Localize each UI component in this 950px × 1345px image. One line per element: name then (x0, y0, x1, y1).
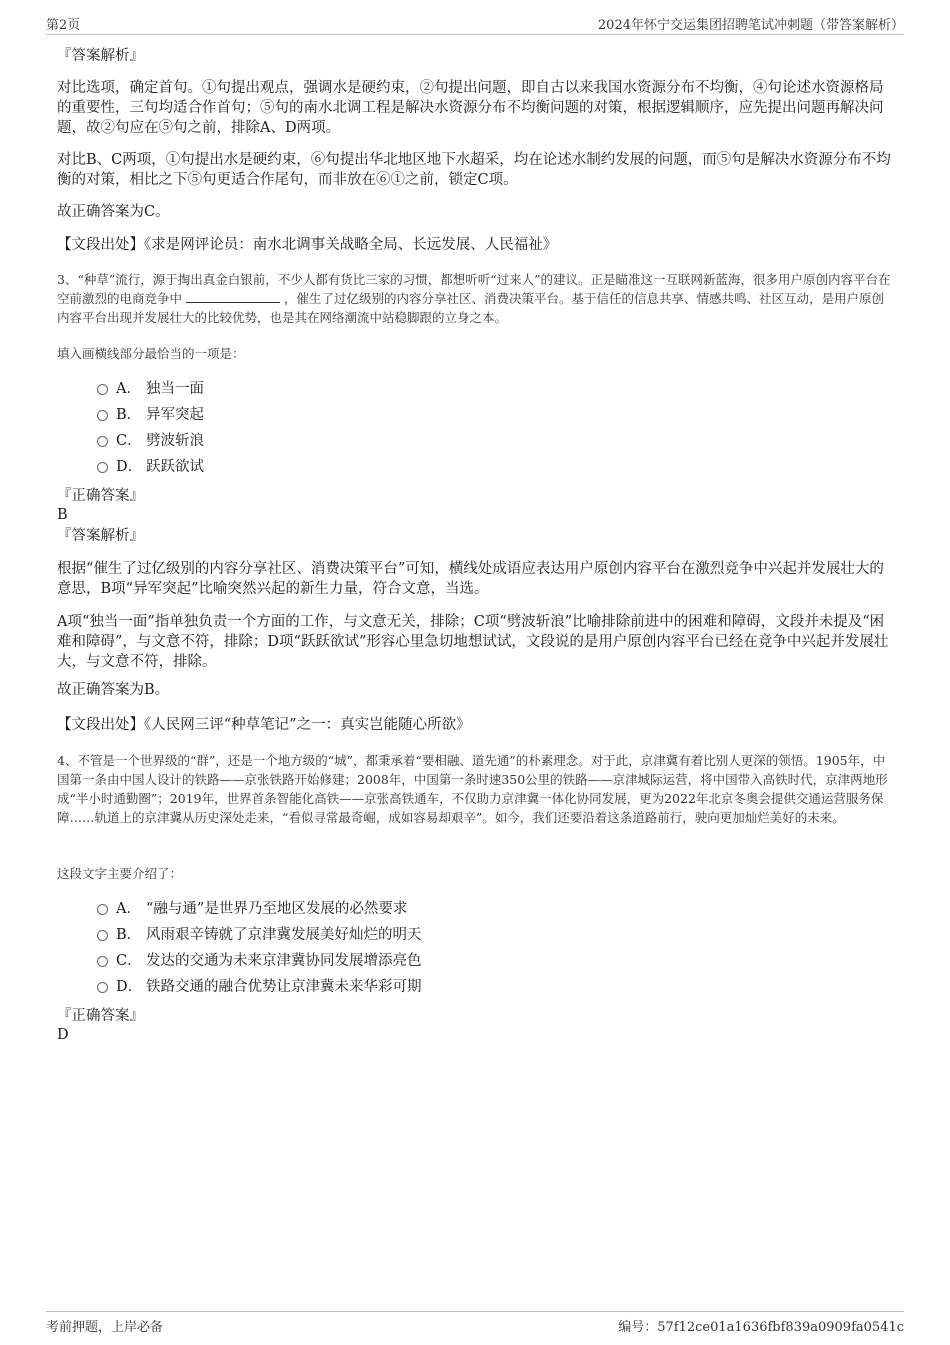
q2-analysis-para-2: 对比B、C两项，①句提出水是硬约束，⑥句提出华北地区地下水超采，均在论述水制约发展的问题，而⑤句是解决水资源分布不均衡的对策，相比之下⑤句更适合作尾句，而非放在⑥①之前，锁定C项。 (57, 152, 891, 188)
q2-source: 【文段出处】《求是网评论员：南水北调事关战略全局、长远发展、人民福祉》 (57, 237, 558, 253)
q4-stem: 4、不管是一个世界级的“群”，还是一个地方级的“城”，都秉承着“要相融、道先通”的朴素理念。对于此，京津冀有着比别人更深的领悟。1905年，中国第一条由中国人设计的铁路——京张铁路开始修建；2008年，中国第一条时速350公里的铁路——京津城际运营，将中国带入高铁时代，京津两地形成“半小时通勤圈”；2019年，世界首条智能化高铁——京张高铁通车，不仅助力京津冀一体化协同发展，更为2022年北京冬奥会提供交通运营服务保障……轨道上的京津冀从历史深处走来，“看似寻常最奇崛，成如容易却艰辛”。如今，我们还要沿着这条道路前行，驶向更加灿烂美好的未来。 (57, 753, 888, 825)
radio-icon[interactable] (97, 410, 108, 421)
page-header (46, 12, 904, 35)
q2-analysis-para-1: 对比选项，确定首句。①句提出观点，强调水是硬约束，②句提出问题，即自古以来我国水资源分布不均衡，④句论述水资源格局的重要性，三句均适合作首句；⑤句的南水北调工程是解决水资源分布不均衡问题的对策，根据逻辑顺序，应先提出问题再解决问题，故②句应在⑤句之前，排除A、D两项。 (57, 80, 884, 136)
q2-analysis-label: 『答案解析』 (57, 48, 144, 64)
q3-option-a[interactable]: A． 独当一面 (97, 379, 204, 399)
radio-icon[interactable] (97, 930, 108, 941)
radio-icon[interactable] (97, 982, 108, 993)
radio-icon[interactable] (97, 384, 108, 395)
q3-option-d[interactable]: D． 跃跃欲试 (97, 457, 204, 477)
document-serial: 编号：57f12ce01a1636fbf839a0909fa0541c (618, 1320, 904, 1335)
q3-blank (186, 290, 280, 303)
q3-option-b[interactable]: B． 异军突起 (97, 405, 204, 425)
q3-stem-part-2: ，催生了过亿级别的内容分享社区、消费决策平台。基于信任的信息共享、情感共鸣、社区互动，是用户原创内容平台出现并发展壮大的比较优势，也是其在网络潮流中站稳脚跟的立身之本。 (57, 291, 884, 325)
q3-prompt: 填入画横线部分最恰当的一项是： (57, 346, 245, 361)
q3-analysis-para-1: 根据“催生了过亿级别的内容分享社区、消费决策平台”可知，横线处成语应表达用户原创内容平台在激烈竞争中兴起并发展壮大的意思，B项“异军突起”比喻突然兴起的新生力量，符合文意，当选。 (57, 561, 884, 597)
q3-option-c[interactable]: C． 劈波斩浪 (97, 431, 204, 451)
page-footer (46, 1311, 904, 1334)
radio-icon[interactable] (97, 956, 108, 967)
q3-stem (57, 270, 892, 327)
q4-prompt: 这段文字主要介绍了： (57, 866, 183, 881)
page-number: 第2页 (46, 18, 81, 33)
radio-icon[interactable] (97, 462, 108, 473)
q3-source: 【文段出处】《人民网三评“种草笔记”之一：真实岂能随心所欲》 (57, 717, 471, 733)
q4-correct-label: 『正确答案』 (57, 1008, 144, 1024)
q3-correct-answer: B (57, 507, 68, 523)
q4-option-c[interactable]: C． 发达的交通为未来京津冀协同发展增添亮色 (97, 951, 422, 971)
q4-option-a[interactable]: A． “融与通”是世界乃至地区发展的必然要求 (97, 899, 407, 919)
q4-correct-answer: D (57, 1027, 69, 1043)
q3-analysis-para-2: A项“独当一面”指单独负责一个方面的工作，与文意无关，排除；C项“劈波斩浪”比喻排除前进中的困难和障碍，文段并未提及“困难和障碍”，与文意不符，排除；D项“跃跃欲试”形容心里急切地想试试，文段说的是用户原创内容平台已经在竞争中兴起并发展壮大，与文意不符，排除。 (57, 614, 889, 670)
footer-slogan: 考前押题，上岸必备 (46, 1320, 164, 1335)
q2-conclusion: 故正确答案为C。 (57, 204, 170, 220)
q3-correct-label: 『正确答案』 (57, 488, 144, 504)
q4-option-d[interactable]: D． 铁路交通的融合优势让京津冀未来华彩可期 (97, 977, 422, 997)
q3-analysis-label: 『答案解析』 (57, 528, 144, 544)
radio-icon[interactable] (97, 436, 108, 447)
document-title: 2024年怀宁交运集团招聘笔试冲刺题（带答案解析） (597, 18, 904, 33)
q4-option-b[interactable]: B． 风雨艰辛铸就了京津冀发展美好灿烂的明天 (97, 925, 422, 945)
q3-conclusion: 故正确答案为B。 (57, 682, 170, 698)
radio-icon[interactable] (97, 904, 108, 915)
q3-stem-part-1: 3、“种草”流行，源于掏出真金白银前，不少人都有货比三家的习惯，都想听听“过来人”的建议。正是瞄准这一互联网新蓝海，很多用户原创内容平台在空前激烈的电商竞争中 (57, 272, 891, 306)
